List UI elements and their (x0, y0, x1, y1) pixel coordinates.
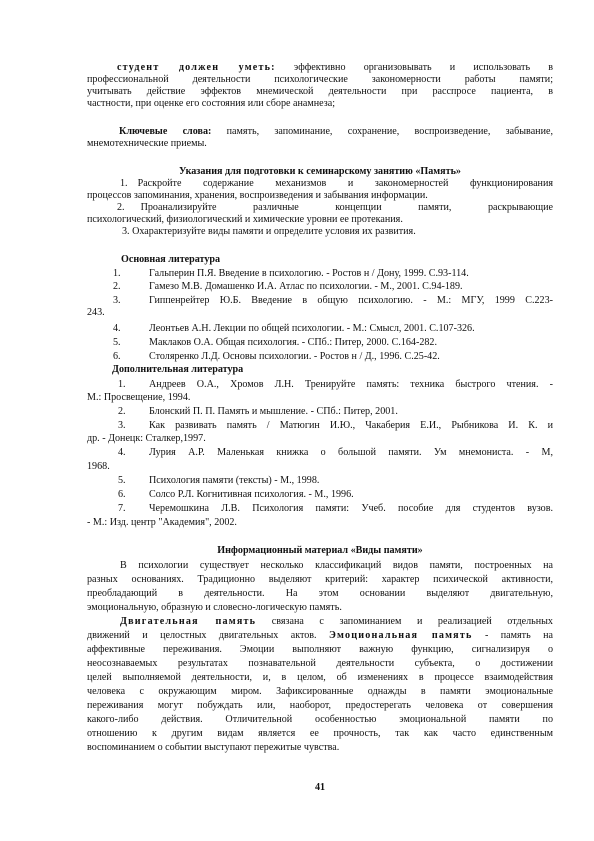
instruction-3: 3. Охарактеризуйте виды памяти и определите условия их развития. (122, 226, 416, 237)
main-lit-item-3-cont: 243. (87, 307, 105, 318)
info-p2-line-2: движений и целостных двигательных актов. Эмоциональная память - память на (87, 630, 553, 641)
main-lit-item-2: 2. Гамезо М.В. Домашенко И.А. Атлас по психологии. - М., 2001. С.94-189. (113, 281, 463, 292)
extra-lit-item-1: 1. Андреев О.А., Хромов Л.Н. Тренируйте память: техника быстрого чтения. - (118, 379, 553, 390)
extra-lit-item-2: 2. Блонский П. П. Память и мышление. - СПб.: Питер, 2001. (118, 406, 398, 417)
instruction-2-line-1: 2. Проанализируйте различные концепции памяти, раскрывающие (117, 202, 553, 213)
instructions-title: Указания для подготовки к семинарскому занятию «Память» (179, 166, 461, 177)
extra-lit-item-1-cont: М.: Просвещение, 1994. (87, 392, 191, 403)
info-p2-line-10: воспоминанием о событии выступают пережитые чувства. (87, 742, 340, 753)
info-p1-line-3: преобладающий в деятельности. На этом основании выделяют двигательную, (87, 588, 553, 599)
instruction-1-line-2: процессов запоминания, хранения, воспроизведения и забывания информации. (87, 190, 428, 201)
intro-line-2: профессиональной деятельности психологические закономерности работы памяти; (87, 74, 553, 85)
main-lit-item-4: 4. Леонтьев А.Н. Лекции по общей психологии. - М.: Смысл, 2001. С.107-326. (113, 323, 475, 334)
main-lit-item-3: 3. Гиппенрейтер Ю.Б. Введение в общую психологию. - М.: МГУ, 1999 С.223- (113, 295, 553, 306)
info-p2-line-3: аффективные переживания. Эмоции выполняют важную функцию, сигнализируя о (87, 644, 553, 655)
main-lit-item-5: 5. Маклаков О.А. Общая психология. - СПб.: Питер, 2000. С.164-282. (113, 337, 437, 348)
info-p2-line-8: какого-либо действия. Отличительной особенностью эмоциональной памяти по (87, 714, 553, 725)
extra-lit-item-4-cont: 1968. (87, 461, 110, 472)
instruction-1-line-1: 1. Раскройте содержание механизмов и закономерностей функционирования (120, 178, 553, 189)
intro-line-4: частности, при оценке его состояния или сборе анамнеза; (87, 98, 336, 109)
info-p2-line-1: Двигательная память связана с запоминанием и реализацией отдельных (120, 616, 553, 627)
instruction-2-line-2: психологический, физиологический и химические уровни ее протекания. (87, 214, 403, 225)
main-lit-item-6: 6. Столяренко Л.Д. Основы психологии. - Ростов н / Д., 1996. С.25-42. (113, 351, 440, 362)
keywords-line-2: мнемотехнические приемы. (87, 138, 207, 149)
keywords-label: Ключевые слова: (119, 126, 212, 137)
keywords-l1-rest: память, запоминание, сохранение, воспроизведение, забывание, (211, 126, 553, 137)
intro-l1-rest: эффективно организовывать и использовать в (275, 62, 553, 73)
extra-lit-item-7: 7. Черемошкина Л.В. Психология памяти: Учеб. пособие для студентов вузов. (118, 503, 553, 514)
intro-line-3: учитывать действие эффектов мнемической деятельности при расспросе пациента, в (87, 86, 553, 97)
intro-bold: студент должен уметь: (117, 62, 276, 73)
extra-lit-item-4: 4. Лурия А.Р. Маленькая книжка о большой памяти. Ум мнемониста. - М, (118, 447, 553, 458)
extra-lit-item-5: 5. Психология памяти (тексты) - М., 1998. (118, 475, 320, 486)
info-p2-line-6: человека с окружающим миром. Зафиксированные однажды в памяти эмоциональные (87, 686, 553, 697)
extra-lit-title: Дополнительная литература (112, 364, 244, 375)
page-number: 41 (314, 782, 326, 793)
main-lit-item-1: 1. Гальперин П.Я. Введение в психологию. - Ростов н / Дону, 1999. С.93-114. (113, 268, 469, 279)
extra-lit-item-3: 3. Как развивать память / Матюгин И.Ю., Чакаберия Е.И., Рыбникова И. К. и (118, 420, 553, 431)
info-p2-line-5: целей выполняемой деятельности, и, в целом, об изменениях в процессе взаимодействия (87, 672, 553, 683)
extra-lit-item-6: 6. Солсо Р.Л. Когнитивная психология. - М., 1996. (118, 489, 354, 500)
extra-lit-item-3-cont: др. - Донецк: Сталкер,1997. (87, 433, 206, 444)
info-title: Информационный материал «Виды памяти» (217, 545, 423, 556)
info-p2-line-9: отношению к другим видам является ее прочность, так как часто единственным (87, 728, 553, 739)
main-lit-title: Основная литература (121, 254, 221, 265)
info-p1-line-2: разных основаниях. Традиционно выделяют критерий: характер психической активности, (87, 574, 553, 585)
info-p1-line-1: В психологии существует несколько классификаций видов памяти, построенных на (120, 560, 553, 571)
intro-line-1 (87, 62, 553, 74)
info-p2-line-4: неосознаваемых результатах познавательной деятельности субъекта, о достижении (87, 658, 553, 669)
info-p2-line-7: переживания могут побуждать или, наоборот, предостерегать человека от совершения (87, 700, 553, 711)
info-p1-line-4: эмоциональную, образную и словесно-логическую память. (87, 602, 342, 613)
extra-lit-item-7-cont: - М.: Изд. центр "Академия", 2002. (87, 517, 237, 528)
keywords-line-1 (87, 126, 553, 138)
